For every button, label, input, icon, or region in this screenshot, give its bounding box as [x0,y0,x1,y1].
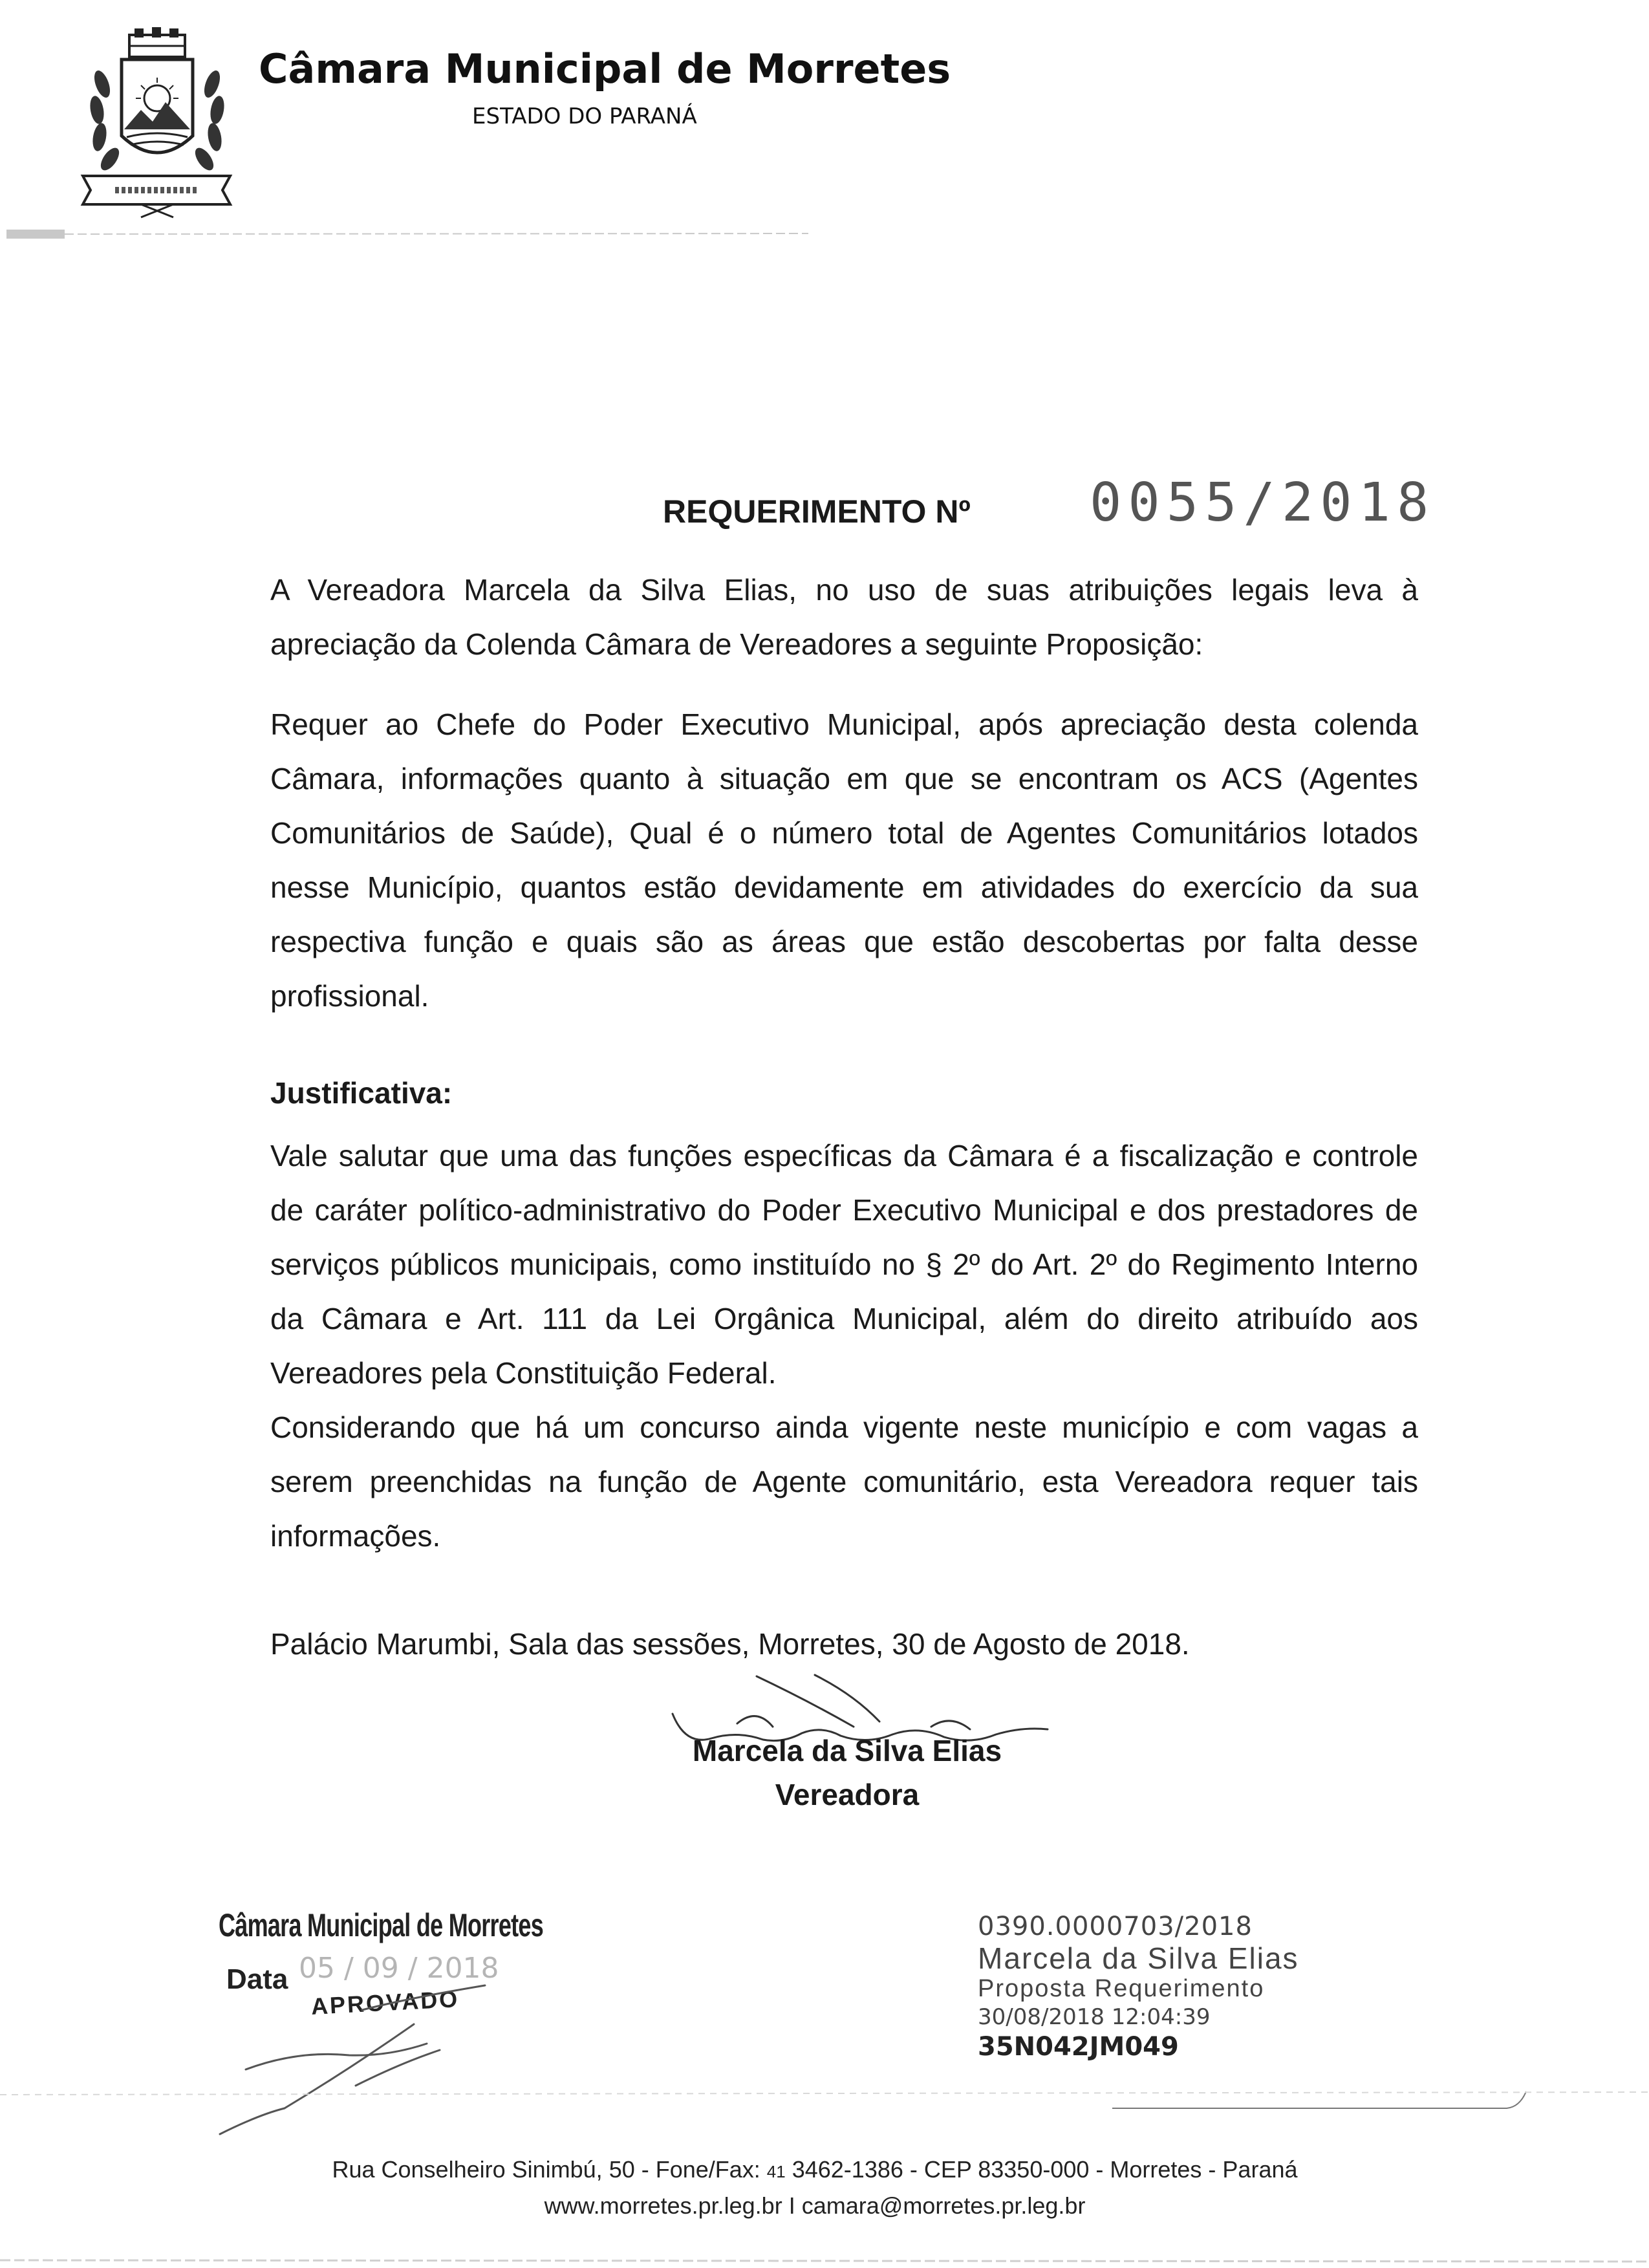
protocol-author: Marcela da Silva Elias [978,1941,1299,1975]
protocol-type: Proposta Requerimento [978,1975,1265,2002]
header-subtitle: ESTADO DO PARANÁ [472,103,697,129]
header-divider [6,230,808,239]
justification-paragraph-1: Vale salutar que uma das funções específicas da Câmara é a fiscalização e controle de caráter político-administrativo do Poder Executivo Municipal e dos prestadores de serviços públicos municipais, como instituído no § 2º do Art. 2º do Regimento Interno da Câmara e Art. 111 da Lei Orgânica Municipal, além do direito atribuído aos Vereadores pela Constituição Federal. [270,1139,1418,1390]
footer-separator: I [788,2192,795,2219]
justification-paragraph-2: Considerando que há um concurso ainda vigente neste município e com vagas a serem preenchidas na função de Agente comunitário, esta Vereadora requer tais informações. [270,1410,1418,1553]
justification-heading: Justificativa: [270,1076,453,1110]
closing-line: Palácio Marumbi, Sala das sessões, Morretes, 30 de Agosto de 2018. [270,1627,1190,1661]
footer-address-end: 3462-1386 - CEP 83350-000 - Morretes - Paraná [785,2156,1298,2183]
footer-address-start: Rua Conselheiro Sinimbú, 50 - Fone/Fax: [332,2156,767,2183]
municipal-crest-logo [76,26,237,220]
stamp-organization: Câmara Municipal de Morretes [219,1907,544,1943]
requerimento-number: 0055/2018 [1090,472,1436,534]
footer-contacts [252,2192,1377,2219]
protocol-code: 0390.0000703/2018 [978,1912,1253,1941]
footer-website-link[interactable]: www.morretes.pr.leg.br [544,2192,782,2219]
footer-address [252,2156,1377,2183]
requerimento-label: REQUERIMENTO Nº [663,493,971,530]
stamp-date-label: Data [226,1963,288,1995]
stamp-date-value: 05 / 09 / 2018 [299,1952,499,1985]
signatory-role: Vereadora [775,1778,920,1811]
footer-area-code: 41 [766,2162,786,2181]
intro-paragraph: A Vereadora Marcela da Silva Elias, no uso de suas atribuições legais leva à apreciação da Colenda Câmara de Vereadores a seguinte Proposição: [270,573,1418,661]
protocol-datetime: 30/08/2018 12:04:39 [978,2004,1211,2030]
protocol-id: 35N042JM049 [978,2032,1179,2062]
request-paragraph: Requer ao Chefe do Poder Executivo Municipal, após apreciação desta colenda Câmara, informações quanto à situação em que se encontram os ACS (Agentes Comunitários de Saúde), Qual é o número total de Agentes Comunitários lotados nesse Município, quantos estão devidamente em atividades do exercício da sua respectiva função e quais são as áreas que estão descobertas por falta desse profissional. [270,707,1418,1013]
footer-email-link[interactable]: camara@morretes.pr.leg.br [801,2192,1086,2219]
header-title: Câmara Municipal de Morretes [259,45,951,92]
stamp-approved: APROVADO [310,1985,460,2020]
signatory-name: Marcela da Silva Elias [692,1734,1002,1767]
protocol-block [978,1911,1299,2062]
